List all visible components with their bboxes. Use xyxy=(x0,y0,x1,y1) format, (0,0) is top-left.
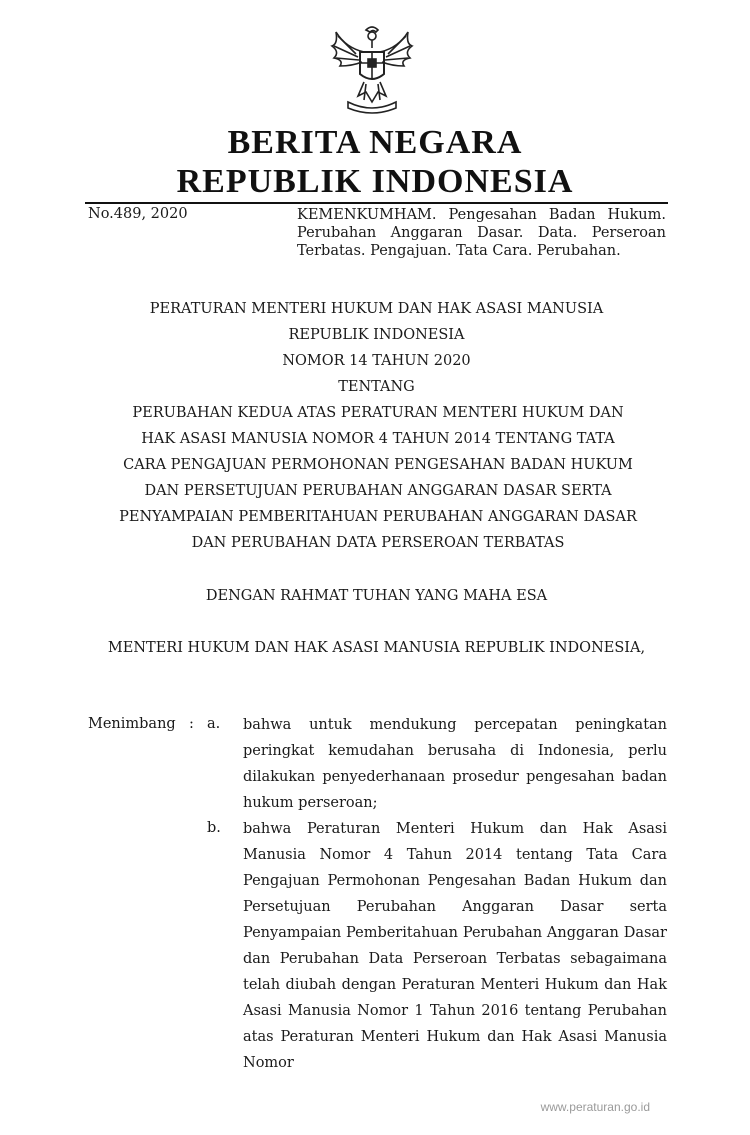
regulation-heading-line1: PERATURAN MENTERI HUKUM DAN HAK ASASI MANUSIA xyxy=(149,301,604,317)
document-subject: KEMENKUMHAM. Pengesahan Badan Hukum. Perubahan Anggaran Dasar. Data. Perseroan Terbatas. Pengajuan. Tata Cara. Perubahan. xyxy=(297,207,666,259)
item-a-text: bahwa untuk mendukung percepatan peningkatan peringkat kemudahan berusaha di Indonesia, perlu dilakukan penyederhanaan prosedur pengesahan badan hukum perseroan; xyxy=(243,717,667,811)
regulation-title: PERUBAHAN KEDUA ATAS PERATURAN MENTERI HUKUM DAN HAK ASASI MANUSIA NOMOR 4 TAHUN 2014 TENTANG TATA CARA PENGAJUAN PERMOHONAN PENGESAHAN BADAN HUKUM DAN PERSETUJUAN PERUBAHAN ANGGARAN DASAR SERTA PENYAMPAIAN PEMBERITAHUAN PERUBAHAN ANGGARAN DASAR DAN PERUBAHAN DATA PERSEROAN TERBATAS xyxy=(119,405,637,551)
item-b-marker: b. xyxy=(207,820,221,836)
regulation-heading-line2: REPUBLIK INDONESIA xyxy=(288,327,465,343)
considering-label: Menimbang xyxy=(88,716,176,732)
gazette-title-line1: BERITA NEGARA xyxy=(227,124,523,161)
regulation-number: NOMOR 14 TAHUN 2020 xyxy=(282,353,471,369)
header-divider xyxy=(85,202,668,204)
considering-colon: : xyxy=(189,716,194,732)
document-number: No.489, 2020 xyxy=(88,206,188,222)
garuda-emblem-icon xyxy=(326,22,418,118)
blessing-line: DENGAN RAHMAT TUHAN YANG MAHA ESA xyxy=(205,588,548,604)
regulation-tentang: TENTANG xyxy=(338,379,415,395)
item-b-text: bahwa Peraturan Menteri Hukum dan Hak Asasi Manusia Nomor 4 Tahun 2014 tentang Tata Cara Pengajuan Permohonan Pengesahan Badan Hukum dan Persetujuan Perubahan Anggaran Dasar serta Penyampaian Pemberitahuan Perubahan Anggaran Dasar dan Perubahan Data Perseroan Terbatas sebagaimana telah diubah dengan Peraturan Menteri Hukum dan Hak Asasi Manusia Nomor 1 Tahun 2016 tentang Perubahan atas Peraturan Menteri Hukum dan Hak Asasi Manusia Nomor xyxy=(243,821,667,1071)
footer-website: www.peraturan.go.id xyxy=(540,1100,650,1114)
minister-line: MENTERI HUKUM DAN HAK ASASI MANUSIA REPUBLIK INDONESIA, xyxy=(107,640,646,656)
item-a-marker: a. xyxy=(207,716,221,732)
gazette-title-line2: REPUBLIK INDONESIA xyxy=(176,163,574,200)
